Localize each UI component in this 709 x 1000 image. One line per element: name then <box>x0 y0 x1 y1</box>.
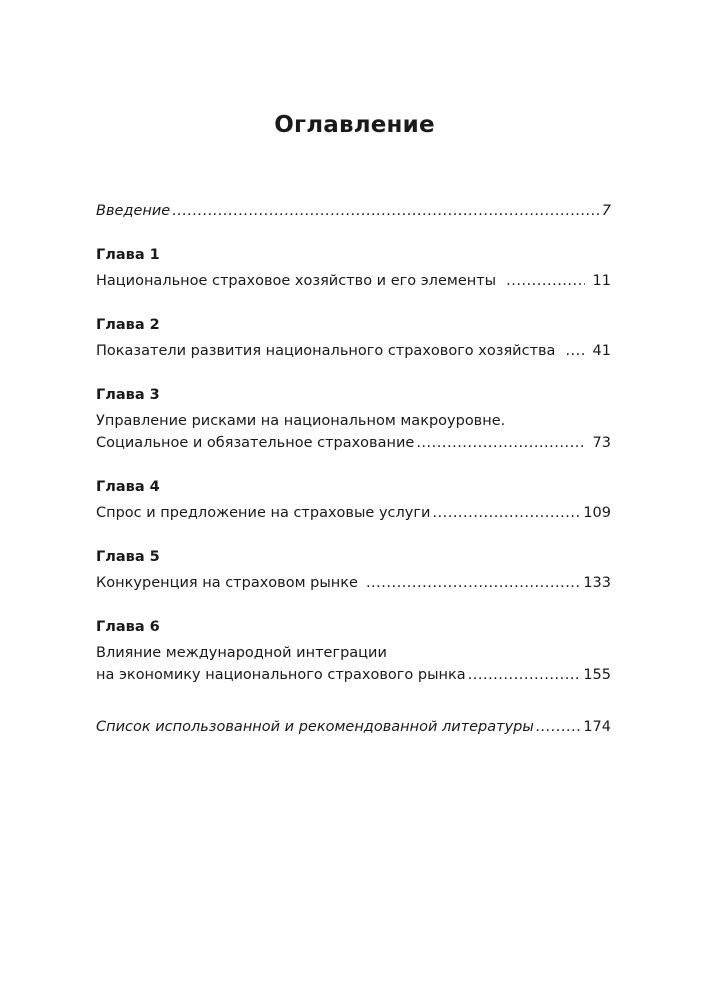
chapter-heading: Глава 5 <box>96 549 160 565</box>
dot-leader <box>366 572 581 594</box>
chapter-heading: Глава 4 <box>96 479 160 495</box>
toc-entry-label: Введение <box>96 203 171 219</box>
chapter-heading: Глава 2 <box>96 317 160 333</box>
toc-entry-label: Социальное и обязательное страхование <box>96 435 415 451</box>
table-of-contents <box>96 200 611 738</box>
toc-entry <box>96 432 611 454</box>
dot-leader <box>432 502 581 524</box>
toc-chapter-5[interactable] <box>96 546 611 594</box>
dot-leader <box>416 432 584 454</box>
toc-page-number: 73 <box>592 435 611 451</box>
toc-page-number: 7 <box>601 203 611 219</box>
chapter-heading: Глава 3 <box>96 387 160 403</box>
toc-page-number: 41 <box>592 343 611 359</box>
toc-entry-line: Управление рисками на национальном макроуровне. <box>96 413 506 429</box>
toc-entry-label: Показатели развития национального страхового хозяйства <box>96 343 556 359</box>
toc-entry <box>96 572 611 594</box>
toc-chapter-6[interactable] <box>96 616 611 686</box>
toc-entry-label: на экономику национального страхового рынка <box>96 667 466 683</box>
toc-entry-label: Список использованной и рекомендованной литературы <box>96 719 534 735</box>
toc-entry-intro[interactable] <box>96 200 611 222</box>
toc-page-number: 174 <box>583 719 611 735</box>
toc-entry-label: Конкуренция на страховом рынке <box>96 575 358 591</box>
toc-chapter-4[interactable] <box>96 476 611 524</box>
toc-chapter-1[interactable] <box>96 244 611 292</box>
toc-entry <box>96 664 611 686</box>
toc-entry <box>96 340 611 362</box>
toc-chapter-2[interactable] <box>96 314 611 362</box>
toc-entry-bibliography[interactable] <box>96 716 611 738</box>
dot-leader <box>565 340 584 362</box>
dot-leader <box>506 270 584 292</box>
toc-page-number: 109 <box>583 505 611 521</box>
dot-leader <box>536 716 581 738</box>
toc-page-number: 133 <box>583 575 611 591</box>
toc-entry-line: Влияние международной интеграции <box>96 645 387 661</box>
page-title: Оглавление <box>274 112 435 138</box>
toc-page-number: 155 <box>583 667 611 683</box>
toc-entry <box>96 270 611 292</box>
toc-chapter-3[interactable] <box>96 384 611 454</box>
dot-leader <box>172 200 600 222</box>
dot-leader <box>468 664 582 686</box>
toc-entry-label: Национальное страховое хозяйство и его элементы <box>96 273 497 289</box>
toc-page-number: 11 <box>592 273 611 289</box>
toc-entry-label: Спрос и предложение на страховые услуги <box>96 505 431 521</box>
toc-entry <box>96 502 611 524</box>
chapter-heading: Глава 6 <box>96 619 160 635</box>
chapter-heading: Глава 1 <box>96 247 160 263</box>
